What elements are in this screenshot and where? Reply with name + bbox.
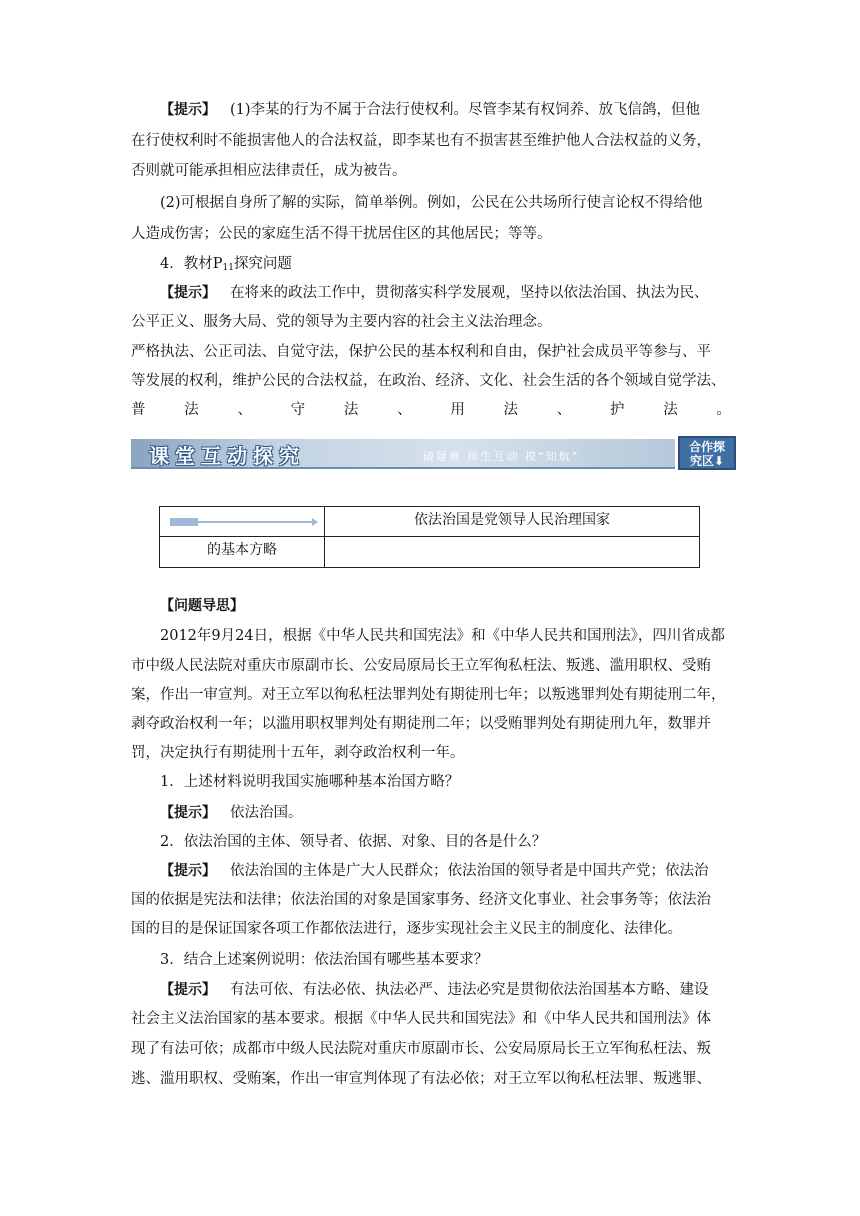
text-line: 人造成伤害；公民的家庭生活不得干扰居住区的其他居民；等等。 xyxy=(131,226,552,242)
text-line: 2012年9月24日，根据《中华人民共和国宪法》和《中华人民共和国刑法》，四川省成都 xyxy=(160,628,725,644)
text-line: 国的依据是宪法和法律；依法治国的对象是国家事务、经济文化事业、社会事务等；依法治 xyxy=(131,892,711,908)
hint-tag: 【提示】 xyxy=(160,102,216,118)
text-line: 市中级人民法院对重庆市原副市长、公安局原局长王立军徇私枉法、叛逃、滥用职权、受贿 xyxy=(131,658,711,674)
question-3: 3．结合上述案例说明：依法治国有哪些基本要求？ xyxy=(160,952,489,968)
hint-tag: 【提示】 xyxy=(160,805,216,821)
text-line: 等发展的权利，维护公民的合法权益，在政治、经济、文化、社会生活的各个领域自觉学法、 xyxy=(131,373,726,389)
arrow-icon xyxy=(170,516,318,528)
question-2: 2．依法治国的主体、领导者、依据、对象、目的各是什么？ xyxy=(160,834,547,850)
topic-table xyxy=(159,506,700,568)
hint-line-1: 【提示】 (1)李某的行为不属于合法行使权利。尽管李某有权饲养、放飞信鸽，但他 xyxy=(160,102,701,118)
text-line: 社会主义法治国家的基本要求。根据《中华人民共和国宪法》和《中华人民共和国刑法》体 xyxy=(131,1011,711,1027)
section-banner xyxy=(131,435,737,473)
banner-title: 课堂互动探究 xyxy=(149,444,305,468)
text-line: 案，作出一审宣判。对王立军以徇私枉法罪判处有期徒刑七年；以叛逃罪判处有期徒刑二年， xyxy=(131,687,726,703)
question-guide-heading: 【问题导思】 xyxy=(160,598,244,614)
table-cell: 的基本方略 xyxy=(207,542,277,558)
text-line: 否则就可能承担相应法律责任，成为被告。 xyxy=(131,163,407,179)
hint-line-2: 【提示】 在将来的政法工作中，贯彻落实科学发展观，坚持以依法治国、执法为民、 xyxy=(160,285,709,301)
table-divider xyxy=(160,536,699,537)
banner-subtitle: 破疑难 师生互动 摸“知航” xyxy=(423,450,580,463)
text-line: 国的目的是保证国家各项工作都依法进行，逐步实现社会主义民主的制度化、法律化。 xyxy=(131,921,682,937)
question-4-heading: 4．教材$P_{11}$探究问题 xyxy=(160,256,292,273)
text-line: (2)可根据自身所了解的实际，简单举例。例如，公民在公共场所行使言论权不得给他 xyxy=(160,195,703,211)
answer-1: 【提示】 依法治国。 xyxy=(160,805,303,821)
text-line: 公平正义、服务大局、党的领导为主要内容的社会主义法治理念。 xyxy=(131,314,552,330)
hint-tag: 【提示】 xyxy=(160,285,216,301)
hint-tag: 【提示】 xyxy=(160,863,216,879)
banner-badge: 合作探 究区⬇ xyxy=(678,436,736,470)
spread-text-line: 普 法 、 守 法 、 用 法 、 护 法 。 xyxy=(131,402,731,418)
hint-tag: 【提示】 xyxy=(160,982,216,998)
question-1: 1．上述材料说明我国实施哪种基本治国方略？ xyxy=(160,774,460,790)
answer-2: 【提示】 依法治国的主体是广大人民群众；依法治国的领导者是中国共产党；依法治 xyxy=(160,863,709,879)
text-line: 逃、滥用职权、受贿案，作出一审宣判体现了有法必依；对王立军以徇私枉法罪、叛逃罪、 xyxy=(131,1071,711,1087)
text-line: 罚，决定执行有期徒刑十五年，剥夺政治权利一年。 xyxy=(131,745,465,761)
answer-3: 【提示】 有法可依、有法必依、执法必严、违法必究是贯彻依法治国基本方略、建设 xyxy=(160,982,709,998)
text-line: 严格执法、公正司法、自觉守法，保护公民的基本权利和自由，保护社会成员平等参与、平 xyxy=(131,344,711,360)
text-line: 现了有法可依；成都市中级人民法院对重庆市原副市长、公安局原局长王立军徇私枉法、叛 xyxy=(131,1041,711,1057)
text-line: 在行使权利时不能损害他人的合法权益，即李某也有不损害甚至维护他人合法权益的义务， xyxy=(131,133,711,149)
table-cell: 依法治国是党领导人民治理国家 xyxy=(414,512,610,528)
text-line: 剥夺政治权利一年；以滥用职权罪判处有期徒刑二年；以受贿罪判处有期徒刑九年，数罪并 xyxy=(131,716,711,732)
